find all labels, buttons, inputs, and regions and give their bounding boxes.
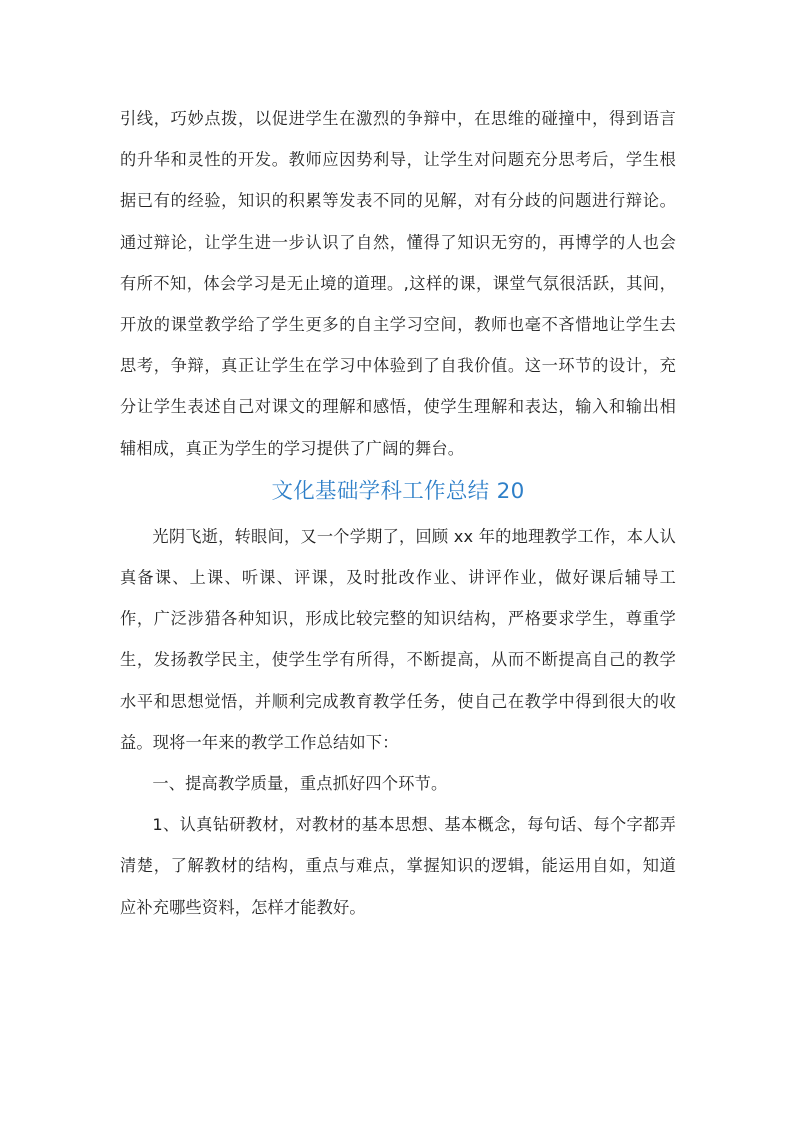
- section-title: 文化基础学科工作总结 20: [271, 478, 525, 504]
- heading-one: 一、提高教学质量，重点抓好四个环节。: [152, 774, 448, 794]
- paragraph-continued: 引线，巧妙点拨，以促进学生在激烈的争辩中，在思维的碰撞中，得到语言的升华和灵性的开发。教师应因势利导，让学生对问题充分思考后，学生根据已有的经验，知识的积累等发表不同的见解，对有分歧的问题进行辩论。通过辩论，让学生进一步认识了自然，懂得了知识无穷的，再博学的人也会有所不知，体会学习是无止境的道理。,这样的课，课堂气氛很活跃，其间，开放的课堂教学给了学生更多的自主学习空间，教师也毫不吝惜地让学生去思考，争辩，真正让学生在学习中体验到了自我价值。这一环节的设计，充分让学生表述自己对课文的理解和感悟，使学生理解和表达，输入和输出相辅相成，真正为学生的学习提供了广阔的舞台。: [120, 109, 676, 458]
- paragraph-intro: 光阴飞逝，转眼间，又一个学期了，回顾 xx 年的地理教学工作，本人认真备课、上课、听课、评课，及时批改作业、讲评作业，做好课后辅导工作，广泛涉猎各种知识，形成比较完整的知识结构，严格要求学生，尊重学生，发扬教学民主，使学生学有所得，不断提高，从而不断提高自己的教学水平和思想觉悟，并顺利完成教育教学任务，使自己在教学中得到很大的收益。现将一年来的教学工作总结如下：: [120, 526, 676, 752]
- document-body: [120, 98, 676, 928]
- paragraph-item-one: 1、认真钻研教材，对教材的基本思想、基本概念，每句话、每个字都弄清楚，了解教材的结构，重点与难点，掌握知识的逻辑，能运用自如，知道应补充哪些资料，怎样才能教好。: [120, 815, 676, 917]
